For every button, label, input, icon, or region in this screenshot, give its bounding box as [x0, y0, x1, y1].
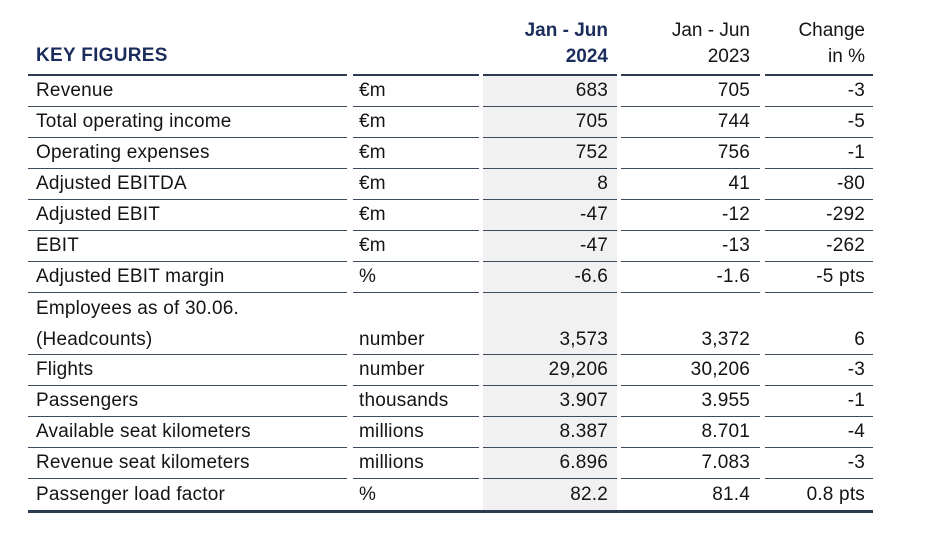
row-unit: % [359, 483, 377, 505]
row-value-2023: 744 [621, 107, 760, 138]
row-label: Employees as of 30.06. (Headcounts) [28, 293, 347, 355]
row-change: -5 pts [765, 262, 873, 293]
row-unit: % [353, 262, 479, 293]
row-value-2023: 756 [621, 138, 760, 169]
row-change: -1 [765, 386, 873, 417]
row-unit: €m [353, 169, 479, 200]
row-label: Available seat kilometers [28, 417, 347, 448]
row-label: Passengers [28, 386, 347, 417]
table-row [28, 417, 873, 448]
row-value-2024: 3,573 [483, 293, 617, 355]
key-figures-table [28, 18, 873, 513]
row-value-2023: 30,206 [621, 355, 760, 386]
row-change: 6 [765, 293, 873, 355]
row-value-2023: 7.083 [621, 448, 760, 479]
table-title: KEY FIGURES [28, 18, 347, 76]
table-row [28, 231, 873, 262]
row-value-2023: -13 [621, 231, 760, 262]
row-value-2023: 3.955 [621, 386, 760, 417]
column-header-2023-line2: 2023 [707, 46, 750, 67]
table-row [28, 293, 873, 355]
column-header-change [765, 18, 873, 76]
row-unit: thousands [353, 386, 479, 417]
row-value-2024: 8.387 [483, 417, 617, 448]
row-label: Operating expenses [28, 138, 347, 169]
column-header-2023-line1: Jan - Jun [671, 20, 750, 41]
row-change: -262 [765, 231, 873, 262]
column-header-2024 [483, 18, 617, 76]
column-header-2023 [621, 18, 760, 76]
row-value-2023: 41 [621, 169, 760, 200]
row-change: -3 [765, 448, 873, 479]
row-unit: €m [353, 138, 479, 169]
row-change: -4 [765, 417, 873, 448]
row-value-2024: -47 [483, 231, 617, 262]
table-row [28, 138, 873, 169]
unit-column-header [353, 18, 479, 76]
row-label: EBIT [28, 231, 347, 262]
table-row [28, 355, 873, 386]
row-value-2023: -12 [621, 200, 760, 231]
row-change: -3 [765, 76, 873, 107]
row-unit: €m [353, 231, 479, 262]
row-unit: €m [353, 107, 479, 138]
row-label: Adjusted EBITDA [28, 169, 347, 200]
row-value-2023: -1.6 [621, 262, 760, 293]
row-change: -3 [765, 355, 873, 386]
row-label: Revenue seat kilometers [28, 448, 347, 479]
row-unit: €m [353, 76, 479, 107]
row-value-2024: 683 [483, 76, 617, 107]
row-change: -292 [765, 200, 873, 231]
column-header-change-line2: in % [828, 46, 865, 67]
row-value-2024: 29,206 [483, 355, 617, 386]
row-change: -80 [765, 169, 873, 200]
table-row [28, 169, 873, 200]
row-label: Passenger load factor [36, 483, 226, 505]
table-row [28, 76, 873, 107]
row-change: -1 [765, 138, 873, 169]
row-value-2024: 752 [483, 138, 617, 169]
table-row [28, 479, 873, 510]
row-label: Adjusted EBIT [28, 200, 347, 231]
row-value-2024: 8 [483, 169, 617, 200]
row-unit: €m [353, 200, 479, 231]
column-header-2024-line2: 2024 [565, 46, 608, 67]
row-change: 0.8 pts [806, 483, 865, 505]
row-label: Adjusted EBIT margin [28, 262, 347, 293]
row-value-2023: 81.4 [712, 483, 750, 505]
table-body [28, 76, 873, 510]
row-value-2024: -47 [483, 200, 617, 231]
table-row [28, 386, 873, 417]
table-row [28, 107, 873, 138]
row-unit: number [353, 355, 479, 386]
row-value-2024: 3.907 [483, 386, 617, 417]
row-value-2024: 82.2 [483, 479, 617, 510]
table-row [28, 200, 873, 231]
row-value-2023: 3,372 [621, 293, 760, 355]
row-unit: millions [353, 448, 479, 479]
row-value-2024: 6.896 [483, 448, 617, 479]
row-label: Revenue [28, 76, 347, 107]
row-value-2024: 705 [483, 107, 617, 138]
row-unit: number [353, 293, 479, 355]
column-header-change-line1: Change [798, 20, 865, 41]
table-header-row [28, 18, 873, 76]
row-label: Flights [28, 355, 347, 386]
table-row [28, 448, 873, 479]
row-value-2023: 705 [621, 76, 760, 107]
row-value-2023: 8.701 [621, 417, 760, 448]
row-unit: millions [353, 417, 479, 448]
column-header-2024-line1: Jan - Jun [524, 20, 608, 41]
row-change: -5 [765, 107, 873, 138]
row-label: Total operating income [28, 107, 347, 138]
table-row [28, 262, 873, 293]
row-value-2024: -6.6 [483, 262, 617, 293]
